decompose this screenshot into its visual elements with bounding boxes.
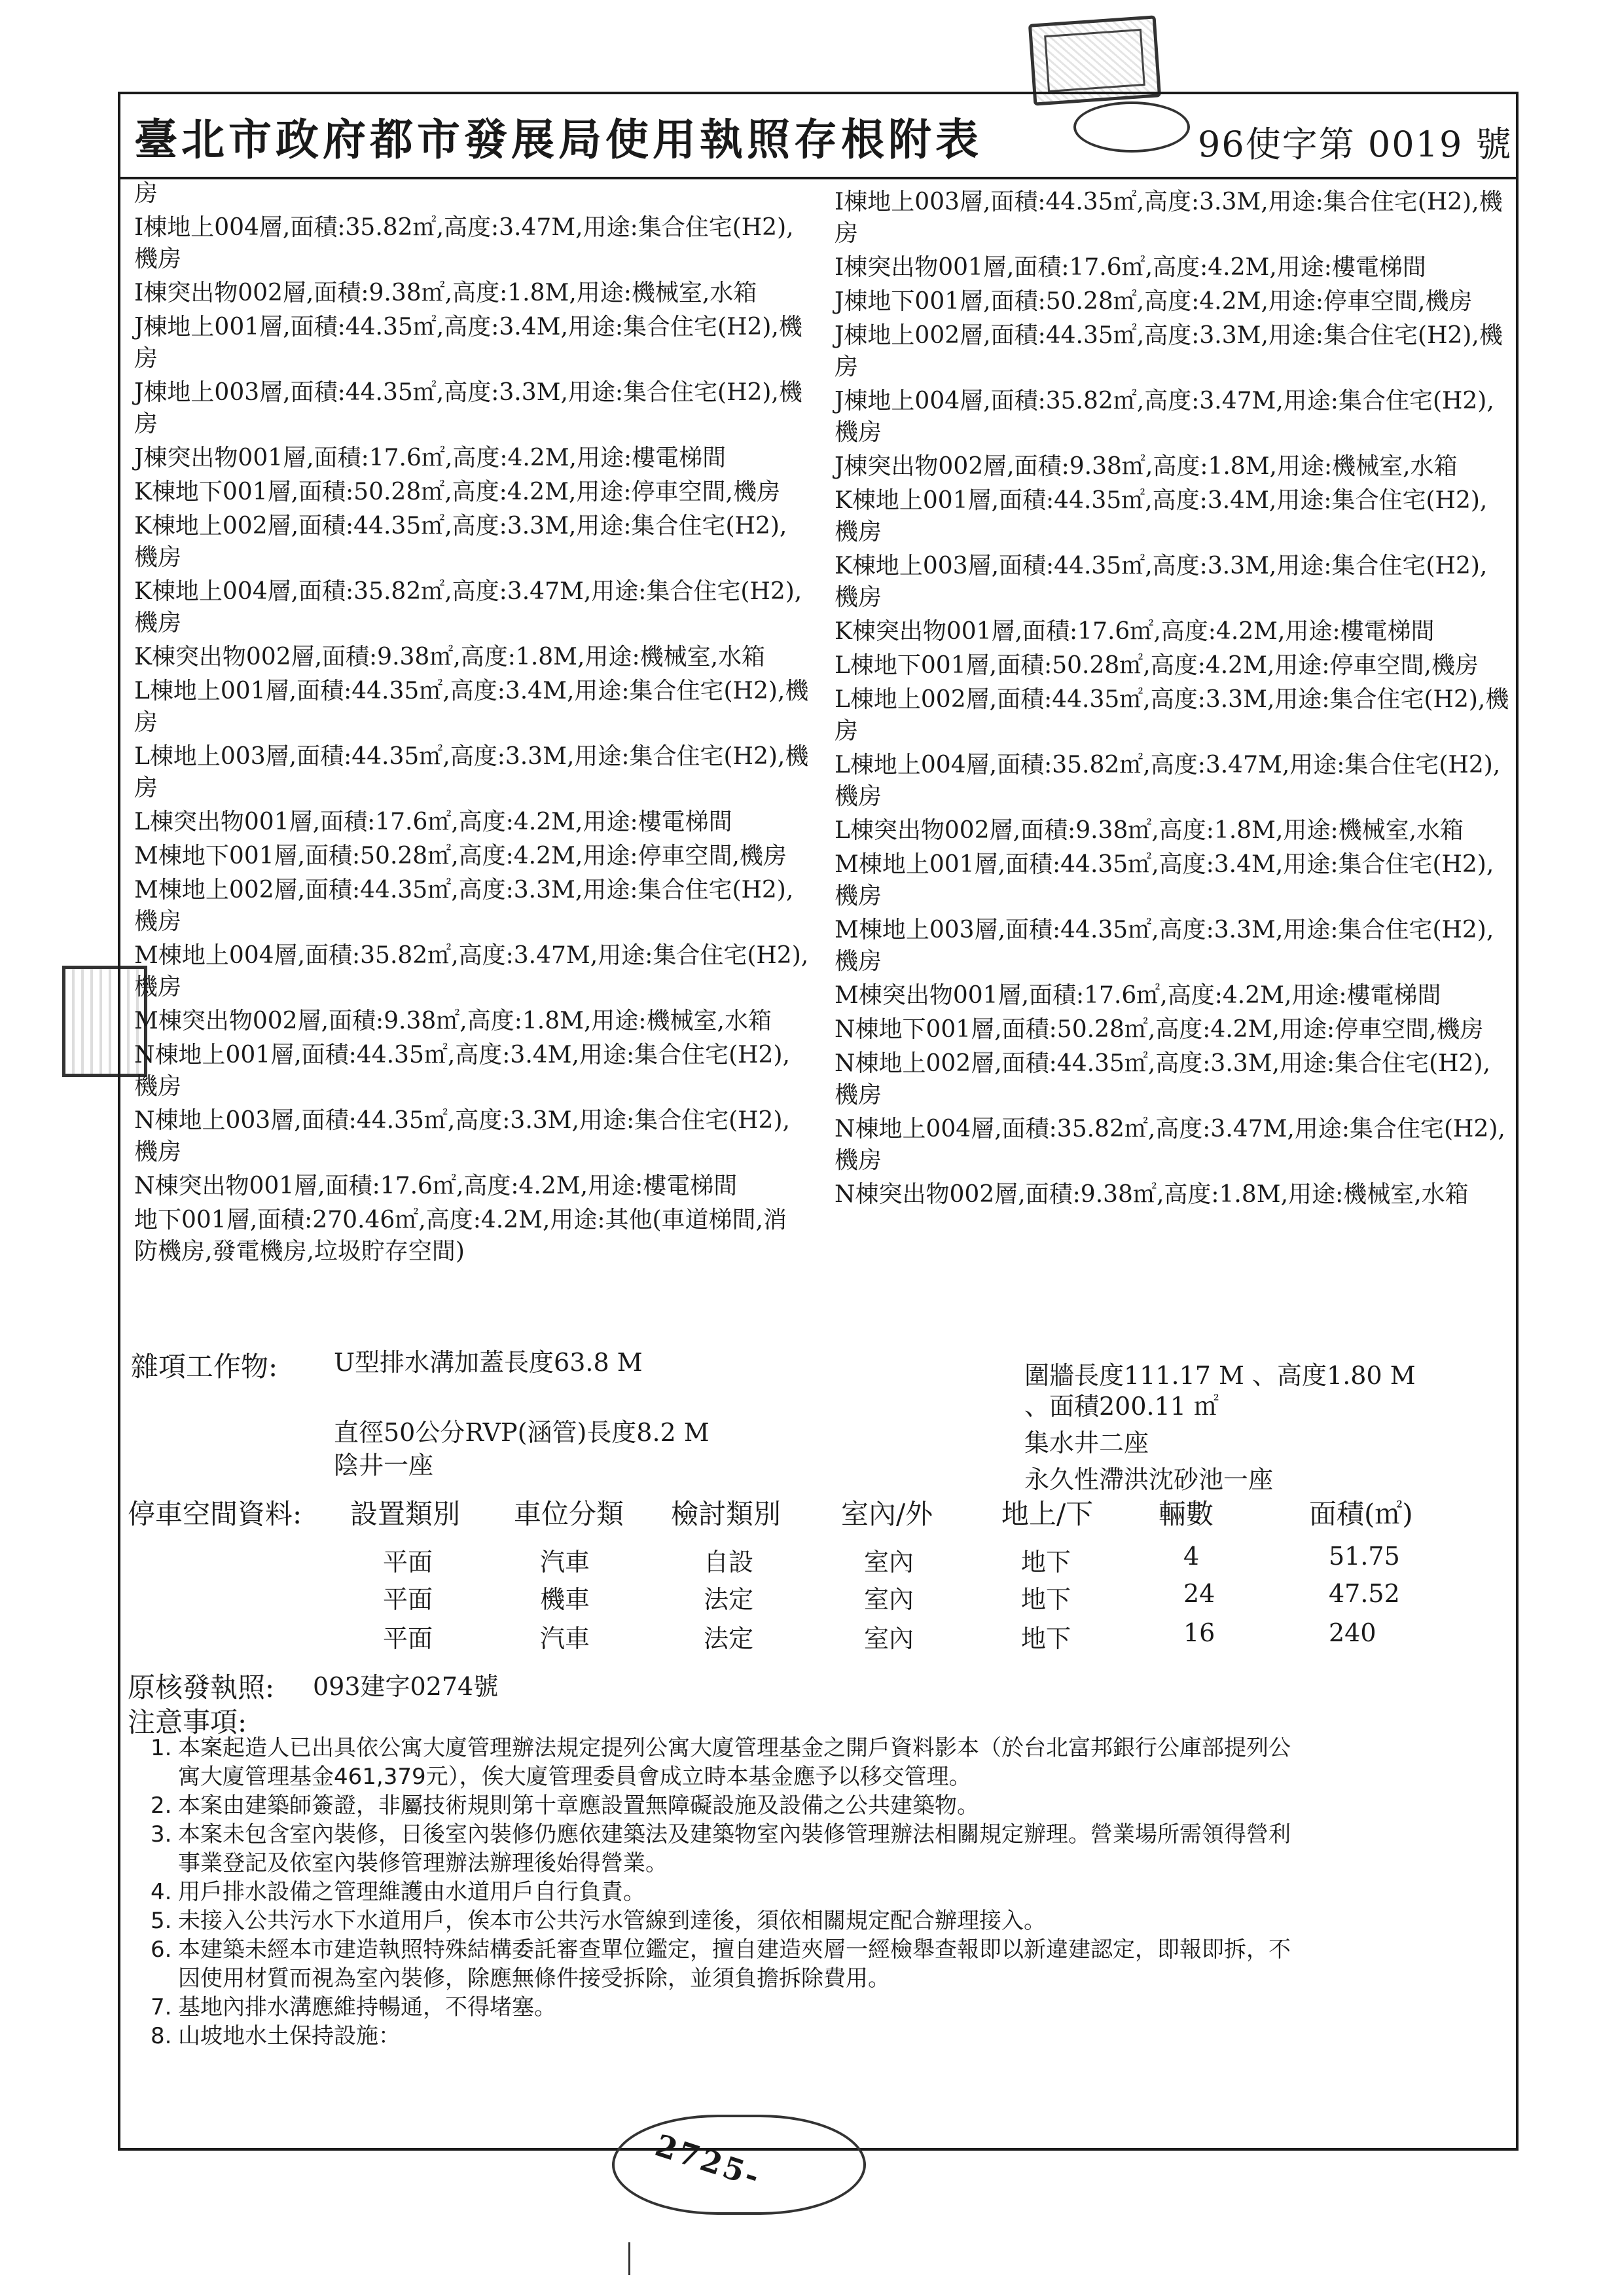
record-line: J棟突出物002層,面積:9.38㎡,高度:1.8M,用途:機械室,水箱: [835, 453, 1458, 480]
floor-record: [835, 485, 1522, 548]
record-line: N棟地上004層,面積:35.82㎡,高度:3.47M,用途:集合住宅(H2),: [835, 1116, 1505, 1142]
record-line: 房: [134, 345, 158, 372]
floor-record: [134, 278, 828, 309]
original-permit-label: 原核發執照:: [128, 1671, 275, 1704]
parking-cell: 地下: [1021, 1585, 1071, 1614]
record-line: N棟地下001層,面積:50.28㎡,高度:4.2M,用途:停車空間,機房: [835, 1016, 1484, 1043]
seal-stamp: 2725-: [612, 2115, 866, 2215]
original-permit-value: 093建字0274號: [313, 1672, 499, 1701]
record-line: M棟地上004層,面積:35.82㎡,高度:3.47M,用途:集合住宅(H2),: [134, 942, 809, 969]
record-line: L棟地上003層,面積:44.35㎡,高度:3.3M,用途:集合住宅(H2),機: [134, 743, 809, 770]
floor-records-left: [134, 178, 828, 1270]
parking-cell: 室內: [864, 1548, 914, 1576]
note-line: 基地內排水溝應維持暢通，不得堵塞。: [178, 1994, 556, 2020]
record-line: I棟地上004層,面積:35.82㎡,高度:3.47M,用途:集合住宅(H2),: [134, 214, 794, 241]
note-item: [151, 1734, 1519, 1791]
floor-record: [835, 915, 1522, 977]
note-line: 本建築未經本市建造執照特殊結構委託審查單位鑑定，擅自建造夾層一經檢舉查報即以新違建認定，即報即拆，不: [178, 1937, 1291, 1963]
record-line: M棟地上003層,面積:44.35㎡,高度:3.3M,用途:集合住宅(H2),: [835, 917, 1494, 943]
record-line: 機房: [134, 974, 182, 1000]
note-item: [151, 1906, 1519, 1935]
page-title: 臺北市政府都市發展局使用執照存根附表: [134, 114, 982, 165]
misc-item: 直徑50公分RVP(涵管)長度8.2 M: [334, 1418, 710, 1447]
record-line: K棟地上001層,面積:44.35㎡,高度:3.4M,用途:集合住宅(H2),: [835, 487, 1488, 514]
parking-cell: 24: [1183, 1579, 1215, 1608]
parking-cell: 法定: [704, 1624, 754, 1653]
record-line: 房: [835, 220, 859, 247]
notes-list: [151, 1734, 1519, 2050]
parking-header: 車位分類: [514, 1498, 624, 1530]
record-line: K棟地下001層,面積:50.28㎡,高度:4.2M,用途:停車空間,機房: [134, 479, 780, 505]
floor-record: [835, 1179, 1522, 1211]
record-line: 機房: [134, 246, 182, 272]
record-line: N棟地上003層,面積:44.35㎡,高度:3.3M,用途:集合住宅(H2),: [134, 1107, 790, 1134]
floor-record: [835, 980, 1522, 1011]
note-item: [151, 1791, 1519, 1820]
note-line: 用戶排水設備之管理維護由水道用戶自行負責。: [178, 1879, 645, 1905]
floor-record: [134, 443, 828, 474]
misc-item: 永久性滯洪沈砂池一座: [1024, 1465, 1274, 1494]
record-line: 機房: [835, 519, 882, 545]
record-line: 機房: [134, 544, 182, 571]
record-line: 機房: [835, 783, 882, 810]
parking-cell: 機車: [540, 1585, 590, 1614]
note-line: 事業登記及依室內裝修管理辦法辦理後始得營業。: [178, 1850, 668, 1876]
record-line: I棟突出物002層,面積:9.38㎡,高度:1.8M,用途:機械室,水箱: [134, 280, 757, 306]
parking-cell: 汽車: [540, 1624, 590, 1653]
floor-record: [134, 676, 828, 738]
record-line: L棟地上001層,面積:44.35㎡,高度:3.4M,用途:集合住宅(H2),機: [134, 678, 809, 704]
record-line: 機房: [835, 584, 882, 611]
note-item: [151, 1993, 1519, 2022]
parking-label: 停車空間資料:: [128, 1498, 302, 1530]
parking-cell: 地下: [1021, 1624, 1071, 1653]
record-line: M棟地下001層,面積:50.28㎡,高度:4.2M,用途:停車空間,機房: [134, 843, 787, 869]
parking-cell: 平面: [383, 1624, 433, 1653]
note-number: 8.: [151, 2023, 172, 2049]
floor-record: [835, 750, 1522, 812]
parking-cell: 4: [1183, 1542, 1200, 1571]
note-line: 本案未包含室內裝修，日後室內裝修仍應依建築法及建築物室內裝修管理辦法相關規定辦理。營業場所需領得營利: [178, 1821, 1291, 1848]
oval-stamp: [1073, 101, 1190, 153]
misc-item: 陰井一座: [334, 1451, 434, 1480]
parking-header: 檢討類別: [671, 1498, 782, 1530]
floor-record: [835, 187, 1522, 249]
parking-cell: 法定: [704, 1585, 754, 1614]
record-line: 機房: [134, 1073, 182, 1100]
floor-record: [134, 576, 828, 639]
record-line: I棟突出物001層,面積:17.6㎡,高度:4.2M,用途:樓電梯間: [835, 254, 1426, 281]
floor-record: [835, 551, 1522, 613]
parking-cell: 240: [1329, 1618, 1376, 1647]
parking-header: 室內/外: [841, 1498, 933, 1530]
record-line: 房: [835, 718, 859, 744]
note-line: 本案由建築師簽證，非屬技術規則第十章應設置無障礙設施及設備之公共建築物。: [178, 1793, 979, 1819]
note-number: 3.: [151, 1821, 172, 1848]
record-line: J棟地上001層,面積:44.35㎡,高度:3.4M,用途:集合住宅(H2),機: [134, 314, 802, 340]
parking-cell: 室內: [864, 1624, 914, 1653]
note-item: [151, 1820, 1519, 1878]
floor-record: [134, 477, 828, 508]
parking-cell: 平面: [383, 1585, 433, 1614]
record-line: M棟地上001層,面積:44.35㎡,高度:3.4M,用途:集合住宅(H2),: [835, 851, 1494, 878]
misc-item: 、面積200.11 ㎡: [1024, 1392, 1219, 1421]
record-line: M棟突出物001層,面積:17.6㎡,高度:4.2M,用途:樓電梯間: [835, 982, 1441, 1009]
note-item: [151, 1935, 1519, 1993]
floor-record: [835, 451, 1522, 483]
parking-header: 地上/下: [1001, 1498, 1094, 1530]
binding-mark: [628, 2242, 630, 2275]
parking-cell: 地下: [1021, 1548, 1071, 1576]
parking-header: 設置類別: [350, 1498, 461, 1530]
record-line: J棟地上002層,面積:44.35㎡,高度:3.3M,用途:集合住宅(H2),機: [835, 322, 1503, 349]
note-number: 2.: [151, 1793, 172, 1819]
floor-record: [134, 1171, 828, 1202]
floor-record: [134, 511, 828, 574]
record-line: 機房: [835, 419, 882, 446]
record-line: N棟突出物002層,面積:9.38㎡,高度:1.8M,用途:機械室,水箱: [835, 1181, 1469, 1208]
record-line: L棟突出物001層,面積:17.6㎡,高度:4.2M,用途:樓電梯間: [134, 809, 732, 835]
misc-item: U型排水溝加蓋長度63.8 M: [334, 1348, 643, 1377]
floor-record: [835, 1014, 1522, 1046]
floor-record: [134, 212, 828, 275]
record-line: 機房: [835, 1147, 882, 1174]
parking-header: 輛數: [1159, 1498, 1214, 1530]
floor-record: [835, 684, 1522, 747]
floor-record: [835, 849, 1522, 912]
record-line: M棟地上002層,面積:44.35㎡,高度:3.3M,用途:集合住宅(H2),: [134, 877, 794, 903]
floor-record: [134, 1006, 828, 1037]
record-line: L棟地下001層,面積:50.28㎡,高度:4.2M,用途:停車空間,機房: [835, 652, 1479, 679]
note-line: 山坡地水土保持設施：: [178, 2023, 401, 2049]
floor-record: [134, 312, 828, 374]
floor-record: [835, 815, 1522, 847]
floor-record: [835, 1048, 1522, 1111]
record-line: 房: [134, 709, 158, 736]
record-line: J棟突出物001層,面積:17.6㎡,高度:4.2M,用途:樓電梯間: [134, 445, 727, 471]
record-line: 機房: [835, 1082, 882, 1108]
parking-cell: 汽車: [540, 1548, 590, 1576]
notes-label: 注意事項:: [128, 1706, 247, 1738]
parking-cell: 16: [1183, 1618, 1215, 1647]
floor-record: [134, 875, 828, 938]
record-line: 防機房,發電機房,垃圾貯存空間): [134, 1238, 465, 1265]
floor-record: [134, 1040, 828, 1102]
record-line: K棟突出物001層,面積:17.6㎡,高度:4.2M,用途:樓電梯間: [835, 618, 1435, 645]
permit-number: 96使字第 0019 號: [1198, 124, 1513, 165]
record-line: N棟地上001層,面積:44.35㎡,高度:3.4M,用途:集合住宅(H2),: [134, 1042, 790, 1068]
floor-record: [835, 286, 1522, 318]
record-line: 房: [134, 180, 158, 207]
misc-item: 集水井二座: [1024, 1429, 1149, 1457]
parking-cell: 47.52: [1329, 1579, 1400, 1608]
floor-record: [134, 1105, 828, 1168]
record-line: K棟突出物002層,面積:9.38㎡,高度:1.8M,用途:機械室,水箱: [134, 644, 766, 670]
floor-record: [134, 807, 828, 838]
record-line: K棟地上002層,面積:44.35㎡,高度:3.3M,用途:集合住宅(H2),: [134, 513, 787, 539]
note-number: 7.: [151, 1994, 172, 2020]
note-item: [151, 2022, 1519, 2050]
floor-record: [134, 940, 828, 1003]
floor-record: [134, 377, 828, 440]
record-line: M棟突出物002層,面積:9.38㎡,高度:1.8M,用途:機械室,水箱: [134, 1008, 772, 1034]
note-line: 寓大廈管理基金461,379元），俟大廈管理委員會成立時本基金應予以移交管理。: [178, 1764, 971, 1790]
record-line: 機房: [134, 610, 182, 636]
record-line: 房: [134, 410, 158, 437]
parking-cell: 51.75: [1329, 1542, 1400, 1571]
note-line: 未接入公共污水下水道用戶，俟本市公共污水管線到達後，須依相關規定配合辦理接入。: [178, 1908, 1046, 1934]
record-line: 房: [134, 774, 158, 801]
parking-cell: 自設: [704, 1548, 754, 1576]
record-line: J棟地上004層,面積:35.82㎡,高度:3.47M,用途:集合住宅(H2),: [835, 388, 1494, 414]
floor-records-right: [835, 187, 1522, 1213]
record-line: J棟地上003層,面積:44.35㎡,高度:3.3M,用途:集合住宅(H2),機: [134, 379, 802, 406]
record-line: K棟地上003層,面積:44.35㎡,高度:3.3M,用途:集合住宅(H2),: [835, 553, 1488, 579]
note-item: [151, 1878, 1519, 1906]
record-line: L棟地上002層,面積:44.35㎡,高度:3.3M,用途:集合住宅(H2),機: [835, 686, 1509, 713]
record-line: 房: [835, 354, 859, 380]
record-line: N棟地上002層,面積:44.35㎡,高度:3.3M,用途:集合住宅(H2),: [835, 1050, 1490, 1077]
record-line: 地下001層,面積:270.46㎡,高度:4.2M,用途:其他(車道梯間,消: [134, 1207, 787, 1233]
note-number: 5.: [151, 1908, 172, 1934]
misc-item: 圍牆長度111.17 M 、高度1.80 M: [1024, 1361, 1416, 1390]
floor-record: [835, 650, 1522, 682]
note-number: 1.: [151, 1735, 172, 1761]
note-number: 6.: [151, 1937, 172, 1963]
floor-record: [835, 386, 1522, 448]
record-line: 機房: [835, 883, 882, 909]
misc-works-label: 雜項工作物:: [131, 1351, 278, 1383]
note-line: 因使用材質而視為室內裝修，除應無條件接受拆除，並須負擔拆除費用。: [178, 1965, 890, 1992]
floor-record: [134, 178, 828, 210]
record-line: 機房: [134, 1139, 182, 1165]
floor-record: [134, 841, 828, 872]
floor-record: [835, 252, 1522, 283]
floor-record: [134, 741, 828, 804]
record-line: 機房: [134, 908, 182, 935]
record-line: K棟地上004層,面積:35.82㎡,高度:3.47M,用途:集合住宅(H2),: [134, 578, 802, 605]
floor-record: [134, 642, 828, 673]
record-line: 機房: [835, 948, 882, 975]
record-line: I棟地上003層,面積:44.35㎡,高度:3.3M,用途:集合住宅(H2),機: [835, 189, 1503, 215]
record-line: L棟突出物002層,面積:9.38㎡,高度:1.8M,用途:機械室,水箱: [835, 817, 1464, 844]
floor-record: [835, 616, 1522, 647]
parking-cell: 平面: [383, 1548, 433, 1576]
record-line: J棟地下001層,面積:50.28㎡,高度:4.2M,用途:停車空間,機房: [835, 288, 1473, 315]
floor-record: [835, 1114, 1522, 1176]
parking-header: 面積(㎡): [1309, 1498, 1413, 1530]
floor-record: [134, 1205, 828, 1267]
record-line: N棟突出物001層,面積:17.6㎡,高度:4.2M,用途:樓電梯間: [134, 1173, 738, 1199]
parking-cell: 室內: [864, 1585, 914, 1614]
floor-record: [835, 320, 1522, 383]
note-line: 本案起造人已出具依公寓大廈管理辦法規定提列公寓大廈管理基金之開戶資料影本（於台北富邦銀行公庫部提列公: [178, 1735, 1291, 1761]
record-line: L棟地上004層,面積:35.82㎡,高度:3.47M,用途:集合住宅(H2),: [835, 752, 1501, 778]
note-number: 4.: [151, 1879, 172, 1905]
